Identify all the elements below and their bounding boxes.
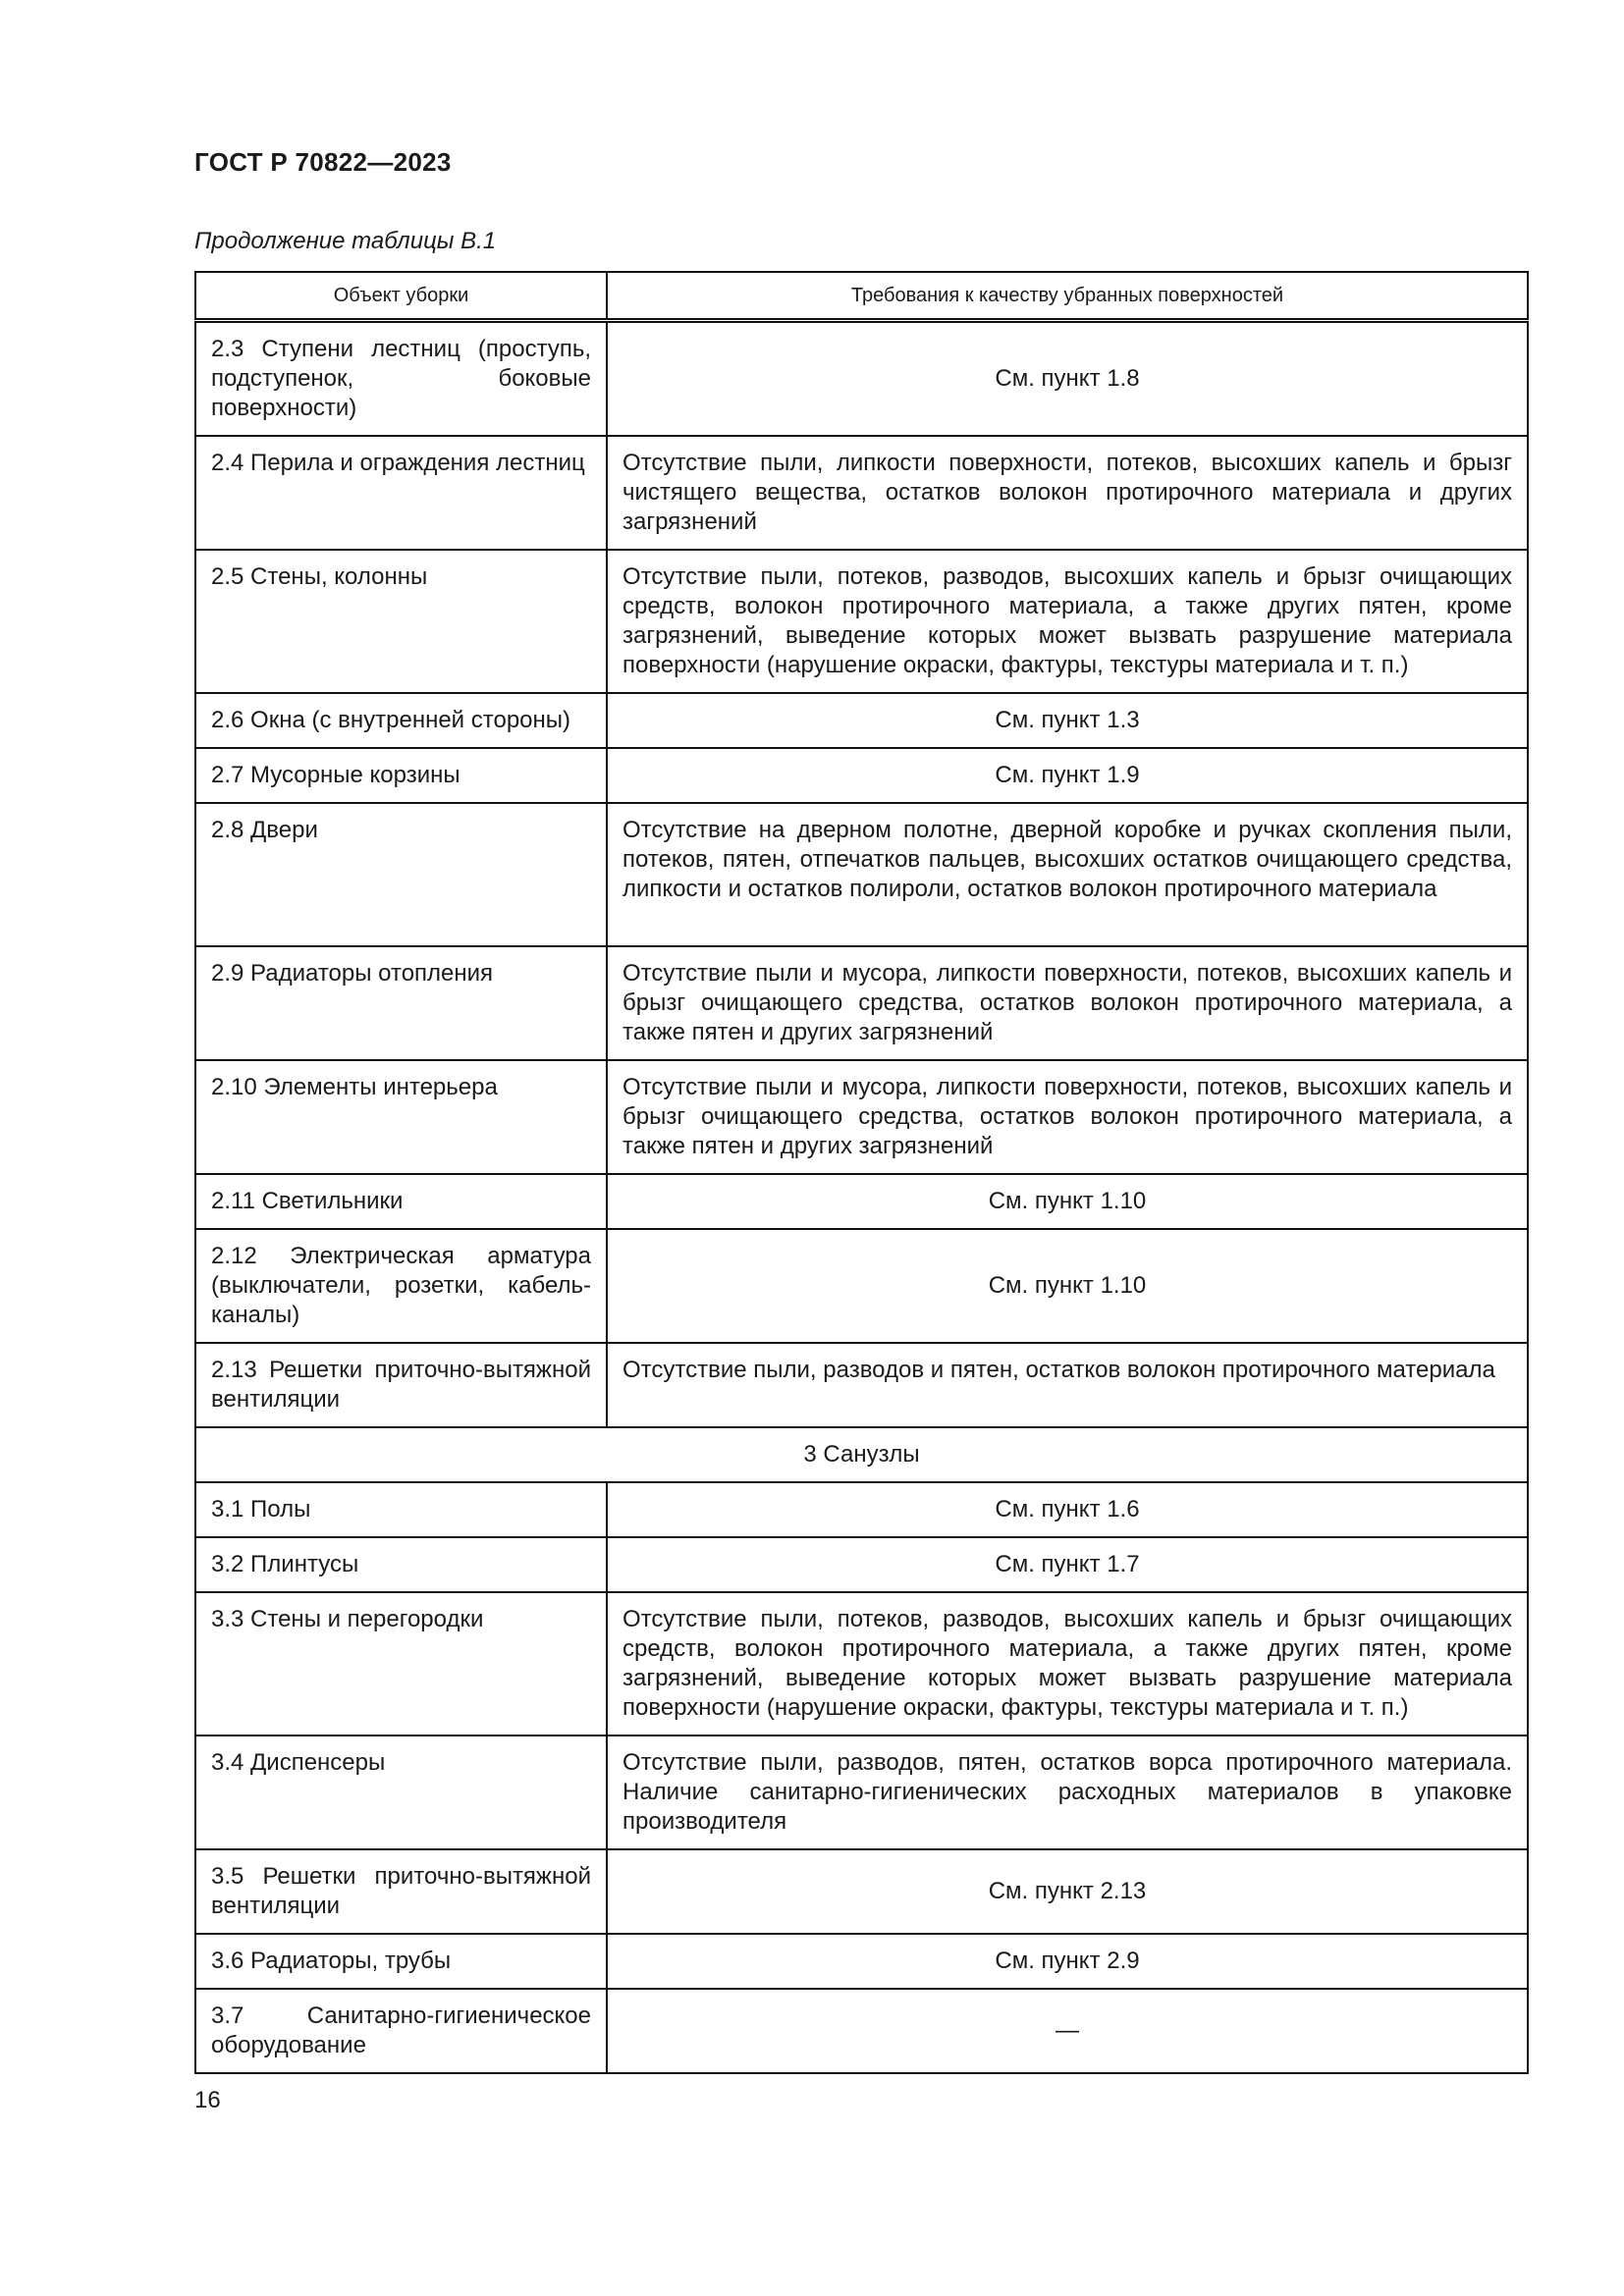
cell-requirements: См. пункт 2.9 (607, 1934, 1528, 1989)
cell-requirements: См. пункт 1.10 (607, 1229, 1528, 1343)
cell-requirements: Отсутствие пыли и мусора, липкости поверхности, потеков, высохших капель и брызг очищающего средства, остатков волокон протирочного материала, а также пятен и других загрязнений (607, 1060, 1528, 1174)
table-row (195, 1482, 1528, 1537)
table-row (195, 550, 1528, 693)
table-row (195, 946, 1528, 1060)
cell-object: 2.6 Окна (с внутренней стороны) (195, 693, 607, 748)
cell-object: 2.3 Ступени лестниц (проступь, подступенок, боковые поверхности) (195, 321, 607, 437)
cell-object: 2.13 Решетки приточно-вытяжной вентиляции (195, 1343, 607, 1427)
cell-requirements: См. пункт 1.6 (607, 1482, 1528, 1537)
requirements-table-container (194, 271, 1527, 2074)
cell-object: 3.1 Полы (195, 1482, 607, 1537)
cell-requirements: См. пункт 2.13 (607, 1849, 1528, 1934)
document-code: ГОСТ Р 70822—2023 (194, 147, 452, 177)
cell-object: 3.4 Диспенсеры (195, 1735, 607, 1849)
cell-requirements: См. пункт 1.3 (607, 693, 1528, 748)
cell-object: 3.5 Решетки приточно-вытяжной вентиляции (195, 1849, 607, 1934)
cell-object: 3.6 Радиаторы, трубы (195, 1934, 607, 1989)
table-row (195, 1343, 1528, 1427)
cell-object: 2.8 Двери (195, 803, 607, 946)
column-header-requirements: Требования к качеству убранных поверхностей (607, 272, 1528, 321)
cell-requirements: Отсутствие пыли, потеков, разводов, высохших капель и брызг очищающих средств, волокон протирочного материала, а также других пятен, кроме загрязнений, выведение которых может вызвать разрушение материала поверхности (нарушение окраски, фактуры, текстуры материала и т. п.) (607, 550, 1528, 693)
table-row (195, 1174, 1528, 1229)
cell-requirements: Отсутствие пыли и мусора, липкости поверхности, потеков, высохших капель и брызг очищающего средства, остатков волокон протирочного материала, а также пятен и других загрязнений (607, 946, 1528, 1060)
table-row (195, 1934, 1528, 1989)
cell-requirements: См. пункт 1.8 (607, 321, 1528, 437)
cell-object: 2.9 Радиаторы отопления (195, 946, 607, 1060)
cell-object: 2.5 Стены, колонны (195, 550, 607, 693)
column-header-object: Объект уборки (195, 272, 607, 321)
cell-requirements: См. пункт 1.9 (607, 748, 1528, 803)
cell-requirements: Отсутствие на дверном полотне, дверной коробке и ручках скопления пыли, потеков, пятен, отпечатков пальцев, высохших остатков очищающего средства, липкости и остатков полироли, остатков волокон протирочного материала (607, 803, 1528, 946)
section-row (195, 1427, 1528, 1482)
table-row (195, 1735, 1528, 1849)
cell-requirements: Отсутствие пыли, липкости поверхности, потеков, высохших капель и брызг чистящего вещества, остатков волокон протирочного материала и других загрязнений (607, 436, 1528, 550)
table-caption: Продолжение таблицы В.1 (194, 228, 497, 254)
cell-requirements: Отсутствие пыли, разводов и пятен, остатков волокон протирочного материала (607, 1343, 1528, 1427)
table-row (195, 321, 1528, 437)
table-row (195, 1849, 1528, 1934)
cell-requirements: — (607, 1989, 1528, 2073)
table-row (195, 1060, 1528, 1174)
cell-requirements: См. пункт 1.7 (607, 1537, 1528, 1592)
table-row (195, 748, 1528, 803)
page-number: 16 (194, 2087, 221, 2113)
table-row (195, 1989, 1528, 2073)
cell-object: 2.12 Электрическая арматура (выключатели, розетки, кабель-каналы) (195, 1229, 607, 1343)
cell-requirements: См. пункт 1.10 (607, 1174, 1528, 1229)
cell-object: 2.4 Перила и ограждения лестниц (195, 436, 607, 550)
table-header-row (195, 272, 1528, 321)
requirements-table (194, 271, 1529, 2074)
cell-object: 3.7 Санитарно-гигиеническое оборудование (195, 1989, 607, 2073)
table-row (195, 436, 1528, 550)
table-row (195, 1537, 1528, 1592)
section-title: 3 Санузлы (195, 1427, 1528, 1482)
cell-object: 2.7 Мусорные корзины (195, 748, 607, 803)
table-row (195, 693, 1528, 748)
table-row (195, 803, 1528, 946)
cell-object: 2.10 Элементы интерьера (195, 1060, 607, 1174)
cell-object: 3.3 Стены и перегородки (195, 1592, 607, 1735)
cell-object: 2.11 Светильники (195, 1174, 607, 1229)
table-row (195, 1229, 1528, 1343)
cell-requirements: Отсутствие пыли, потеков, разводов, высохших капель и брызг очищающих средств, волокон протирочного материала, а также других пятен, кроме загрязнений, выведение которых может вызвать разрушение материала поверхности (нарушение окраски, фактуры, текстуры материала и т. п.) (607, 1592, 1528, 1735)
cell-requirements: Отсутствие пыли, разводов, пятен, остатков ворса протирочного материала. Наличие санитарно-гигиенических расходных материалов в упаковке производителя (607, 1735, 1528, 1849)
table-row (195, 1592, 1528, 1735)
cell-object: 3.2 Плинтусы (195, 1537, 607, 1592)
